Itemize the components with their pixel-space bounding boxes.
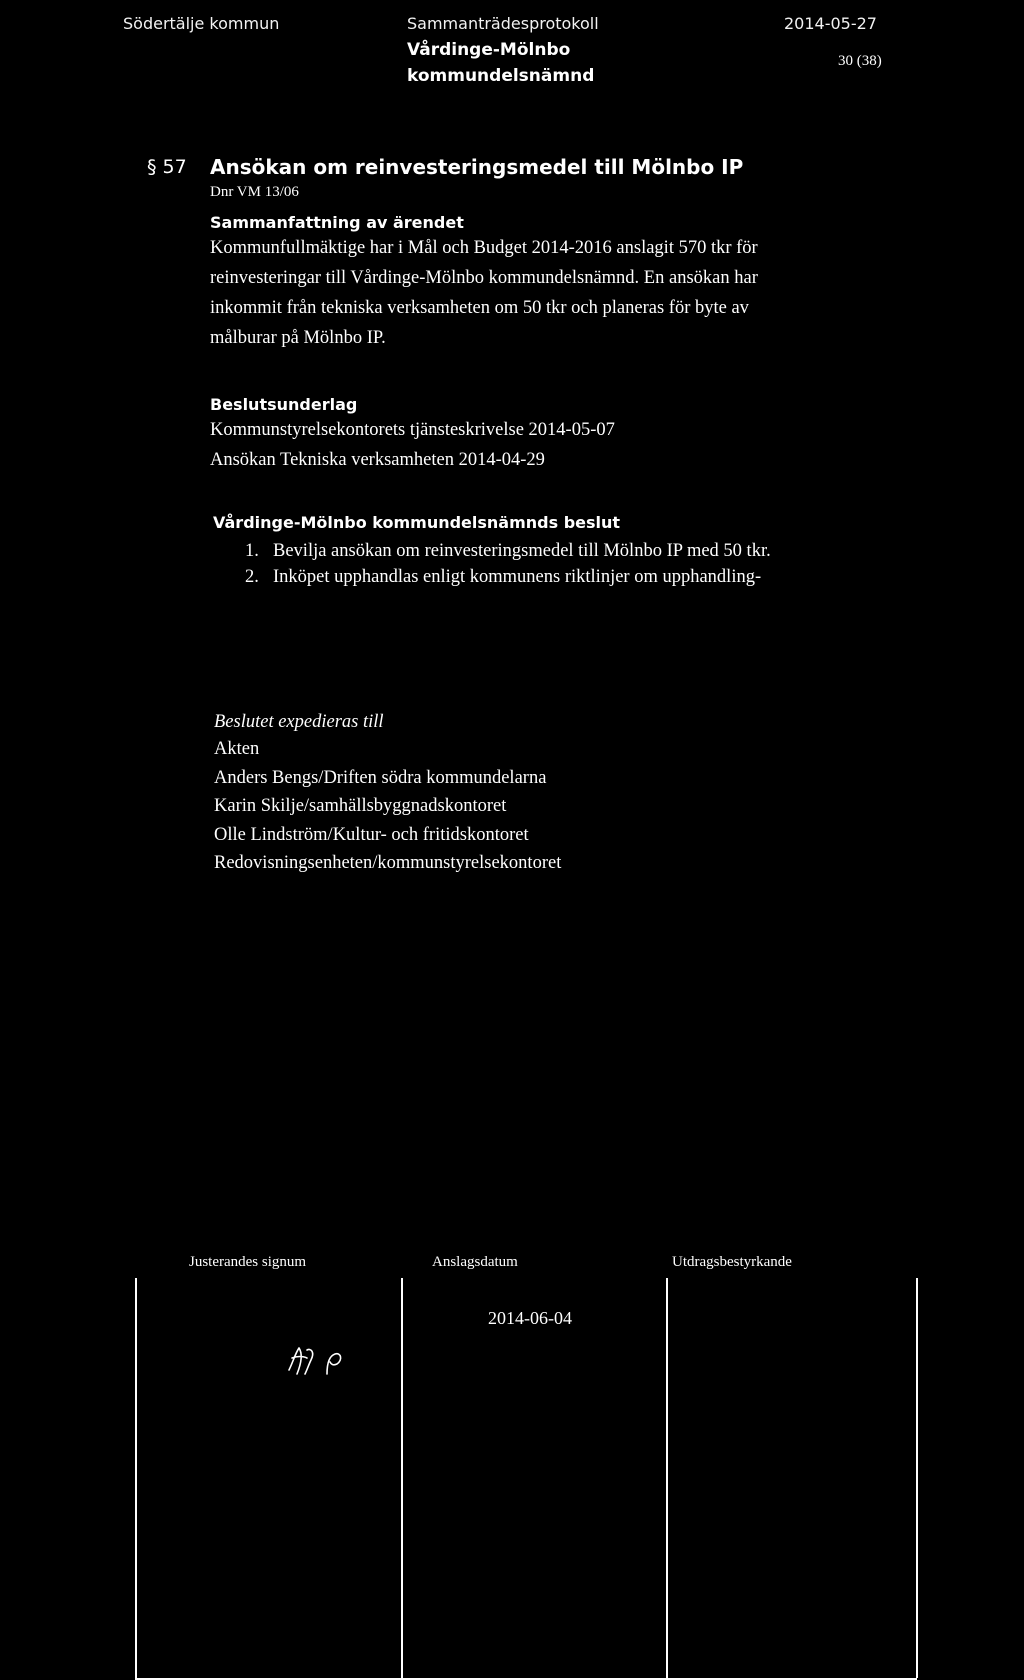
committee-name-line2: kommundelsnämnd (407, 66, 595, 86)
basis-heading: Beslutsunderlag (210, 395, 358, 414)
table-border-bottom (135, 1678, 917, 1680)
summary-body (210, 233, 758, 353)
summary-line: målburar på Mölnbo IP. (210, 328, 386, 348)
distribution-heading: Beslutet expedieras till (214, 712, 384, 732)
recipient: Anders Bengs/Driften södra kommundelarna (214, 767, 547, 788)
table-divider-2 (666, 1278, 668, 1678)
section-title: Ansökan om reinvesteringsmedel till Mölnbo IP (210, 155, 744, 179)
recipient: Redovisningsenheten/kommunstyrelsekontoret (214, 853, 562, 873)
table-border-left (135, 1278, 137, 1678)
document-type: Sammanträdesprotokoll (407, 14, 599, 33)
table-corner-tick (135, 1678, 147, 1680)
basis-line: Kommunstyrelsekontorets tjänsteskrivelse 2014-05-07 (210, 420, 615, 440)
summary-line: reinvesteringar till Vårdinge-Mölnbo kommundelsnämnd. En ansökan har (210, 268, 758, 288)
case-number: Dnr VM 13/06 (210, 184, 299, 200)
decision-item-text: Inköpet upphandlas enligt kommunens riktlinjer om upphandling- (273, 567, 762, 587)
decision-item-number: 1. (245, 541, 259, 561)
certification-label: Utdragsbestyrkande (672, 1254, 792, 1270)
decision-item (245, 567, 761, 588)
page-number: 30 (38) (838, 53, 882, 69)
signature-label: Justerandes signum (189, 1254, 307, 1270)
committee-name-line1: Vårdinge-Mölnbo (407, 40, 571, 60)
basis-body (210, 415, 615, 475)
section-number: § 57 (147, 156, 187, 178)
table-border-right (916, 1278, 918, 1678)
recipient: Akten (214, 739, 260, 759)
posting-date-label: Anslagsdatum (432, 1254, 518, 1270)
recipient: Olle Lindström/Kultur- och fritidskontoret (214, 824, 529, 845)
signature-mark (283, 1340, 363, 1380)
basis-line: Ansökan Tekniska verksamheten 2014-04-29 (210, 450, 545, 470)
decision-item (245, 541, 771, 562)
meeting-date: 2014-05-27 (784, 14, 877, 33)
posting-date: 2014-06-04 (488, 1308, 572, 1328)
municipality-name: Södertälje kommun (123, 14, 280, 33)
summary-line: inkommit från tekniska verksamheten om 50 tkr och planeras för byte av (210, 298, 749, 318)
summary-heading: Sammanfattning av ärendet (210, 213, 464, 232)
table-divider-1 (401, 1278, 403, 1678)
recipient-list (214, 735, 561, 878)
decision-item-text: Bevilja ansökan om reinvesteringsmedel till Mölnbo IP med 50 tkr. (273, 541, 771, 561)
recipient: Karin Skilje/samhällsbyggnadskontoret (214, 796, 507, 816)
signature-initials (283, 1340, 363, 1380)
decision-heading: Vårdinge-Mölnbo kommundelsnämnds beslut (213, 513, 621, 532)
summary-line: Kommunfullmäktige har i Mål och Budget 2014-2016 anslagit 570 tkr för (210, 238, 758, 258)
decision-item-number: 2. (245, 567, 259, 587)
